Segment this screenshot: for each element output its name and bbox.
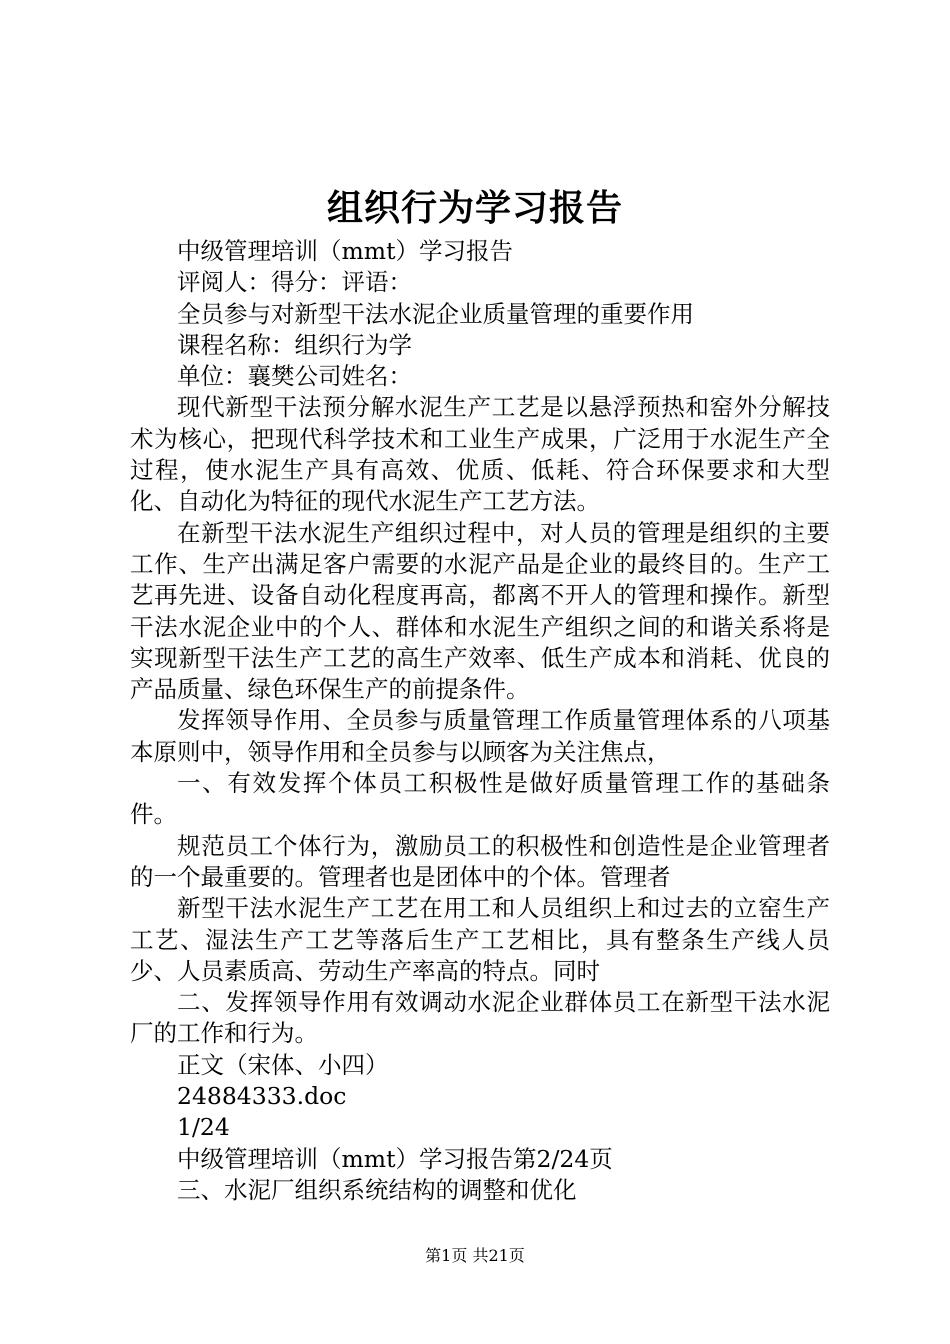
paragraph-filename: 24884333.doc (177, 1082, 347, 1111)
paragraph-section-three: 三、水泥厂组织系统结构的调整和优化 (177, 1175, 577, 1204)
paragraph-topic: 全员参与对新型干法水泥企业质量管理的重要作用 (177, 299, 694, 328)
document-title: 组织行为学习报告 (326, 187, 623, 229)
paragraph-intro: 现代新型干法预分解水泥生产工艺是以悬浮预热和窑外分解技术为核心，把现代科学技术和工业生产成果，广泛用于水泥生产全过程，使水泥生产具有高效、优质、低耗、符合环保要求和大型化、自动化为特征的现代水泥生产工艺方法。 (130, 393, 830, 516)
paragraph-course-name: 课程名称：组织行为学 (177, 330, 412, 359)
paragraph-course-header: 中级管理培训（mmt）学习报告 (177, 237, 514, 265)
paragraph-section-two: 二、发挥领导作用有效调动水泥企业群体员工在新型干法水泥厂的工作和行为。 (130, 988, 830, 1048)
paragraph-individual: 规范员工个体行为，激励员工的积极性和创造性是企业管理者的一个最重要的。管理者也是团体中的个体。管理者 (130, 831, 830, 891)
paragraph-section-one: 一、有效发挥个体员工积极性是做好质量管理工作的基础条件。 (130, 769, 830, 829)
paragraph-unit: 单位：襄樊公司姓名： (177, 362, 412, 391)
paragraph-reviewer: 评阅人：得分：评语： (177, 268, 412, 297)
paragraph-organization: 在新型干法水泥生产组织过程中，对人员的管理是组织的主要工作、生产出满足客户需要的水泥产品是企业的最终目的。生产工艺再先进、设备自动化程度再高，都离不开人的管理和操作。新型干法水泥企业中的个人、群体和水泥生产组织之间的和谐关系将是实现新型干法生产工艺的高生产效率、低生产成本和消耗、优良的产品质量、绿色环保生产的前提条件。 (130, 518, 830, 704)
paragraph-body-note: 正文（宋体、小四） (177, 1050, 389, 1079)
paragraph-process: 新型干法水泥生产工艺在用工和人员组织上和过去的立窑生产工艺、湿法生产工艺等落后生产工艺相比，具有整条生产线人员少、人员素质高、劳动生产率高的特点。同时 (130, 894, 830, 985)
page-footer: 第1页 共21页 (425, 1246, 525, 1265)
document-body (130, 236, 830, 1206)
paragraph-leadership: 发挥领导作用、全员参与质量管理工作质量管理体系的八项基本原则中，领导作用和全员参与以顾客为关注焦点， (130, 706, 830, 766)
paragraph-page-fraction: 1/24 (177, 1113, 230, 1142)
paragraph-running-header: 中级管理培训（mmt）学习报告第2/24页 (177, 1144, 613, 1173)
